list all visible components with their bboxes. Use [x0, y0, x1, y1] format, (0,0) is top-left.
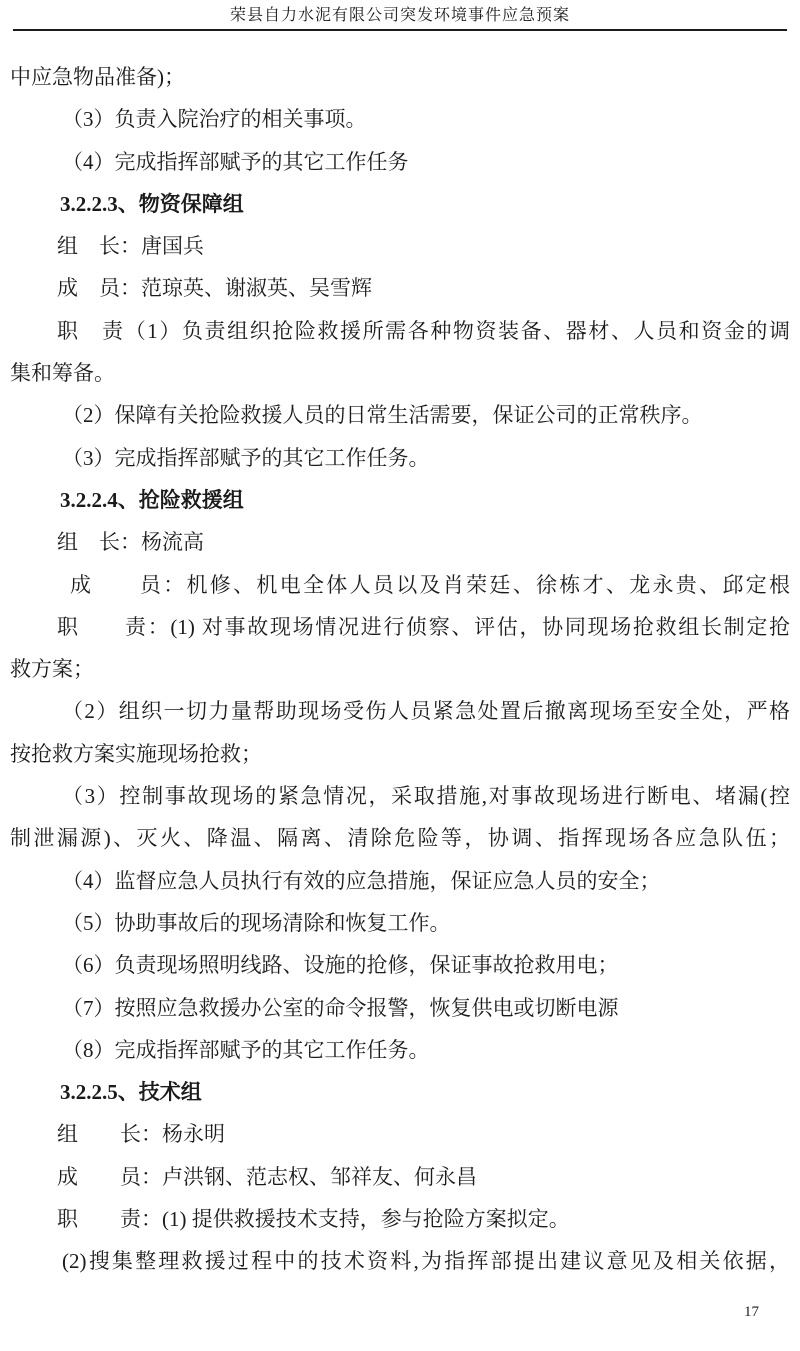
text-line: 集和筹备。: [10, 361, 115, 386]
text-line: 按抢救方案实施现场抢救；: [10, 741, 262, 766]
text-line: （2）组织一切力量帮助现场受伤人员紧急处置后撤离现场至安全处，严格: [62, 699, 790, 724]
text-line: 成 员：卢洪钢、范志权、邹祥友、何永昌: [57, 1164, 477, 1189]
section-heading: 3.2.2.3、物资保障组: [60, 191, 244, 216]
text-line: （4）完成指挥部赋予的其它工作任务: [62, 149, 409, 174]
text-line: （3）负责入院治疗的相关事项。: [62, 107, 367, 132]
text-line: 职 责（1）负责组织抢险救援所需各种物资装备、器材、人员和资金的调: [57, 318, 790, 343]
text-line: （7）按照应急救援办公室的命令报警，恢复供电或切断电源: [62, 995, 619, 1020]
section-heading: 3.2.2.5、技术组: [60, 1080, 202, 1105]
text-line: 组 长：杨永明: [57, 1122, 225, 1147]
text-line: 成 员：机修、机电全体人员以及肖荣廷、徐栋才、龙永贵、邱定根: [70, 572, 790, 597]
text-line: 职 责：(1) 对事故现场情况进行侦察、评估，协同现场抢救组长制定抢: [57, 614, 790, 639]
text-line: 中应急物品准备)；: [10, 65, 185, 89]
text-line: 成 员：范琼英、谢淑英、吴雪辉: [57, 276, 372, 301]
text-line: 制泄漏源)、灭火、降温、隔离、清除危险等，协调、指挥现场各应急队伍；: [10, 826, 790, 851]
text-line: 组 长：唐国兵: [57, 234, 204, 259]
document-body: [0, 31, 800, 1283]
text-line: 职 责：(1) 提供救援技术支持，参与抢险方案拟定。: [57, 1207, 570, 1232]
text-line: 救方案；: [10, 657, 94, 682]
text-line: 组 长：杨流高: [57, 530, 204, 555]
text-line: （3）完成指挥部赋予的其它工作任务。: [62, 445, 430, 470]
page-header: [13, 0, 787, 31]
text-line: （8）完成指挥部赋予的其它工作任务。: [62, 1037, 430, 1062]
page-number: 17: [744, 1304, 759, 1320]
text-line: （2）保障有关抢险救援人员的日常生活需要，保证公司的正常秩序。: [62, 403, 703, 428]
page-title: 荣县自力水泥有限公司突发环境事件应急预案: [229, 7, 570, 24]
text-line: （6）负责现场照明线路、设施的抢修，保证事故抢救用电；: [62, 953, 619, 978]
section-heading: 3.2.2.4、抢险救援组: [60, 487, 244, 512]
text-line: (2)搜集整理救援过程中的技术资料,为指挥部提出建议意见及相关依据，: [62, 1249, 790, 1274]
text-line: （4）监督应急人员执行有效的应急措施，保证应急人员的安全；: [62, 868, 661, 893]
text-line: （5）协助事故后的现场清除和恢复工作。: [62, 910, 451, 935]
text-line: （3）控制事故现场的紧急情况，采取措施,对事故现场进行断电、堵漏(控: [62, 784, 790, 809]
